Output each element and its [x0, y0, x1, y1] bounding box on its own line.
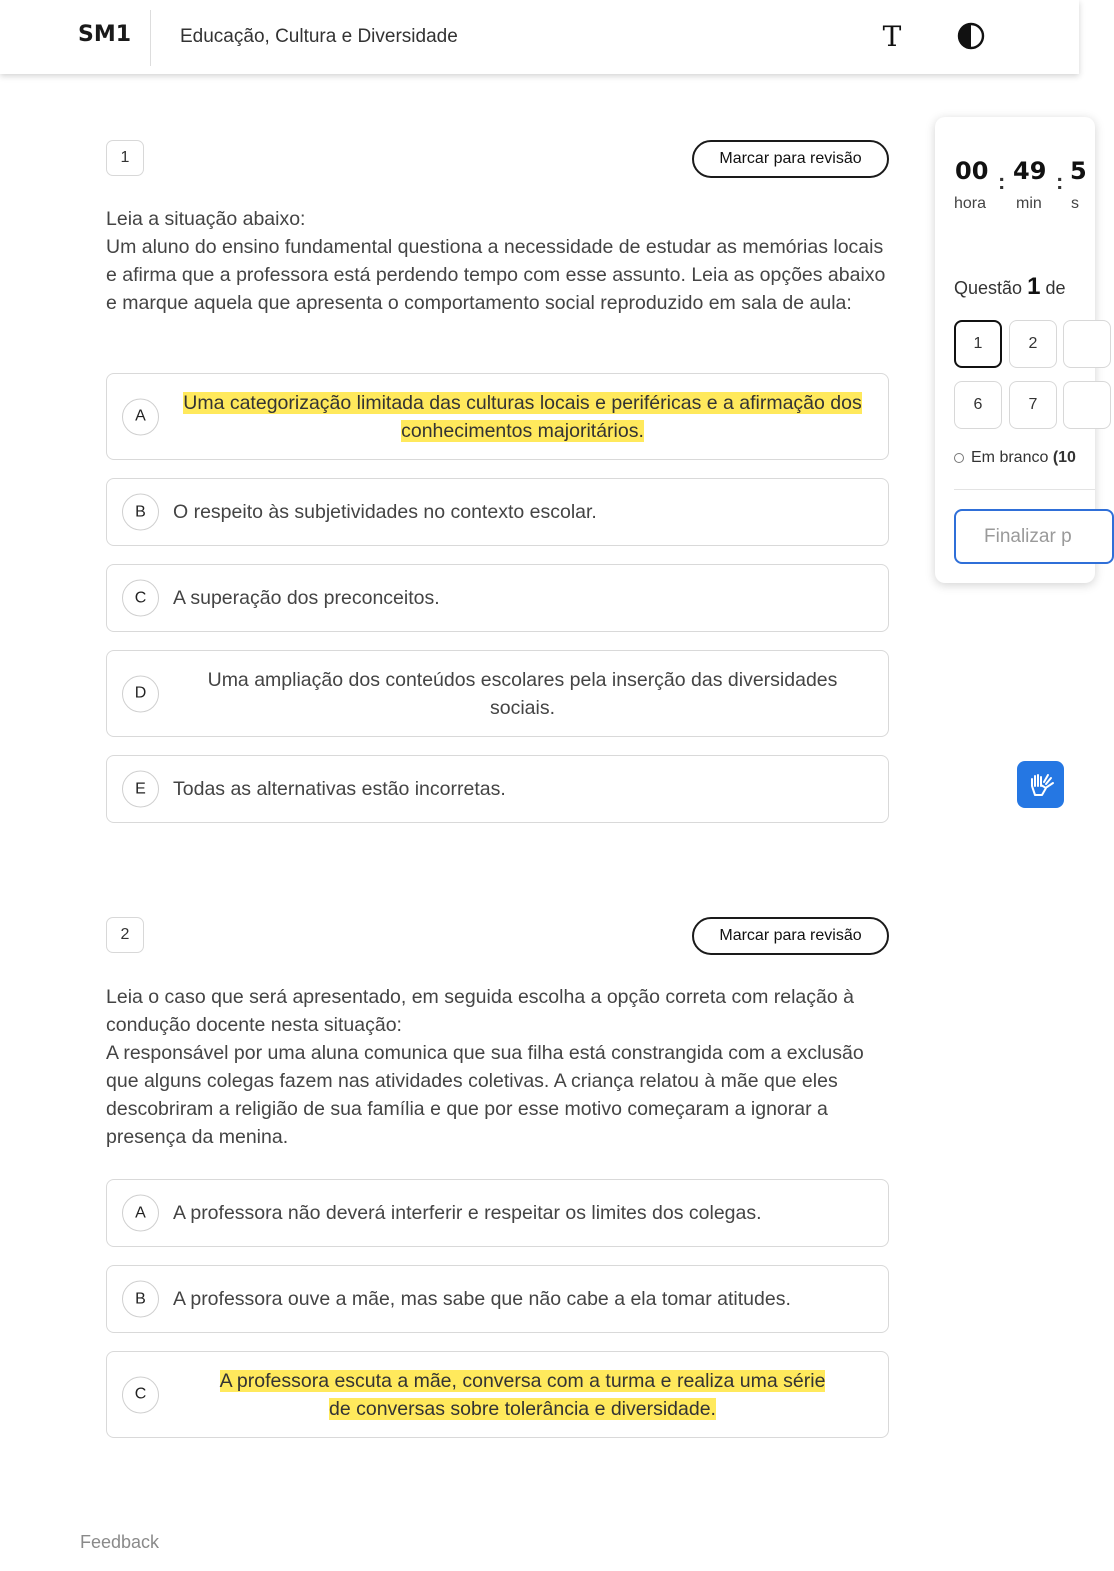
legend-label: Em branco [971, 449, 1049, 466]
timer-separator: : [998, 169, 1006, 194]
option-c[interactable] [106, 1351, 889, 1438]
option-text: A professora não deverá interferir e respeitar os limites dos colegas. [173, 1202, 762, 1224]
question-counter-current: 1 [1027, 273, 1041, 300]
highlighted-text: Uma categorização limitada das culturas locais e periféricas e a afirmação dos conhecimentos majoritários. [183, 391, 862, 442]
mark-for-review-button[interactable]: Marcar para revisão [692, 917, 889, 955]
option-letter: E [122, 771, 159, 808]
text-size-icon[interactable]: T [882, 19, 902, 53]
header-divider [150, 10, 151, 66]
timer-separator: : [1056, 169, 1064, 194]
option-b[interactable] [106, 1265, 889, 1333]
timer-minutes-label: min [1016, 195, 1042, 212]
question-nav-1[interactable]: 1 [954, 320, 1002, 368]
question-text [106, 983, 889, 1151]
question-1 [106, 140, 889, 830]
timer-seconds: 5 [1070, 157, 1087, 185]
option-text: O respeito às subjetividades no contexto escolar. [173, 501, 597, 523]
option-letter: A [122, 1195, 159, 1232]
logo[interactable]: SM1 [78, 22, 132, 47]
question-number: 1 [106, 140, 144, 176]
question-number: 2 [106, 917, 144, 953]
option-letter: B [122, 1281, 159, 1318]
sign-language-icon[interactable] [1017, 761, 1064, 808]
mark-for-review-button[interactable]: Marcar para revisão [692, 140, 889, 178]
question-2 [106, 917, 889, 1442]
option-e[interactable] [106, 755, 889, 823]
option-text: Uma ampliação dos conteúdos escolares pela inserção das diversidades sociais. [207, 668, 838, 719]
question-counter-suffix: de [1045, 278, 1066, 298]
legend-blank [954, 449, 1076, 467]
option-text: A superação dos preconceitos. [173, 587, 440, 609]
contrast-icon[interactable] [951, 18, 991, 54]
option-letter: D [122, 675, 159, 712]
question-nav-8[interactable] [1063, 381, 1111, 429]
option-b[interactable] [106, 478, 889, 546]
option-text [173, 1367, 872, 1423]
question-nav-6[interactable]: 6 [954, 381, 1002, 429]
question-nav-7[interactable]: 7 [1009, 381, 1057, 429]
timer-seconds-label: s [1071, 195, 1079, 212]
question-text [106, 205, 889, 317]
timer-hours-label: hora [954, 195, 987, 212]
option-c[interactable] [106, 564, 889, 632]
timer-minutes: 49 [1013, 157, 1047, 185]
highlighted-text: A professora escuta a mãe, conversa com a turma e realiza uma série de conversas sobre tolerância e diversidade. [219, 1369, 826, 1420]
option-letter: C [122, 1376, 159, 1413]
option-letter: C [122, 580, 159, 617]
option-letter: B [122, 494, 159, 531]
panel-divider [954, 489, 1095, 490]
option-a[interactable] [106, 373, 889, 460]
question-body: A responsável por uma aluna comunica que sua filha está constrangida com a exclusão que alguns colegas fazem nas atividades coletivas. A criança relatou à mãe que eles descobriram a religião de sua família e que por esse motivo começaram a ignorar a presença da menina. [106, 1042, 864, 1148]
legend-count: (10 [1052, 449, 1076, 466]
blank-status-icon [954, 453, 964, 463]
timer-hours: 00 [955, 157, 989, 185]
question-intro: Leia a situação abaixo: [106, 208, 306, 230]
option-text: Todas as alternativas estão incorretas. [173, 778, 506, 800]
course-title: Educação, Cultura e Diversidade [180, 26, 458, 47]
option-d[interactable] [106, 650, 889, 737]
feedback-link[interactable]: Feedback [80, 1532, 160, 1552]
option-text: A professora ouve a mãe, mas sabe que não cabe a ela tomar atitudes. [173, 1288, 791, 1310]
option-a[interactable] [106, 1179, 889, 1247]
question-counter-prefix: Questão [954, 278, 1023, 298]
question-intro: Leia o caso que será apresentado, em seguida escolha a opção correta com relação à condução docente nesta situação: [106, 986, 854, 1036]
finish-exam-button[interactable]: Finalizar p [954, 509, 1114, 564]
exam-side-panel [935, 117, 1095, 583]
question-nav-2[interactable]: 2 [1009, 320, 1057, 368]
option-text [173, 389, 872, 445]
question-body: Um aluno do ensino fundamental questiona a necessidade de estudar as memórias locais e afirma que a professora está perdendo tempo com esse assunto. Leia as opções abaixo e marque aquela que apresenta o comportamento social reproduzido em sala de aula: [106, 236, 886, 314]
option-letter: A [122, 398, 159, 435]
question-counter [954, 273, 1065, 301]
question-nav-3[interactable] [1063, 320, 1111, 368]
top-header [0, 0, 1079, 74]
